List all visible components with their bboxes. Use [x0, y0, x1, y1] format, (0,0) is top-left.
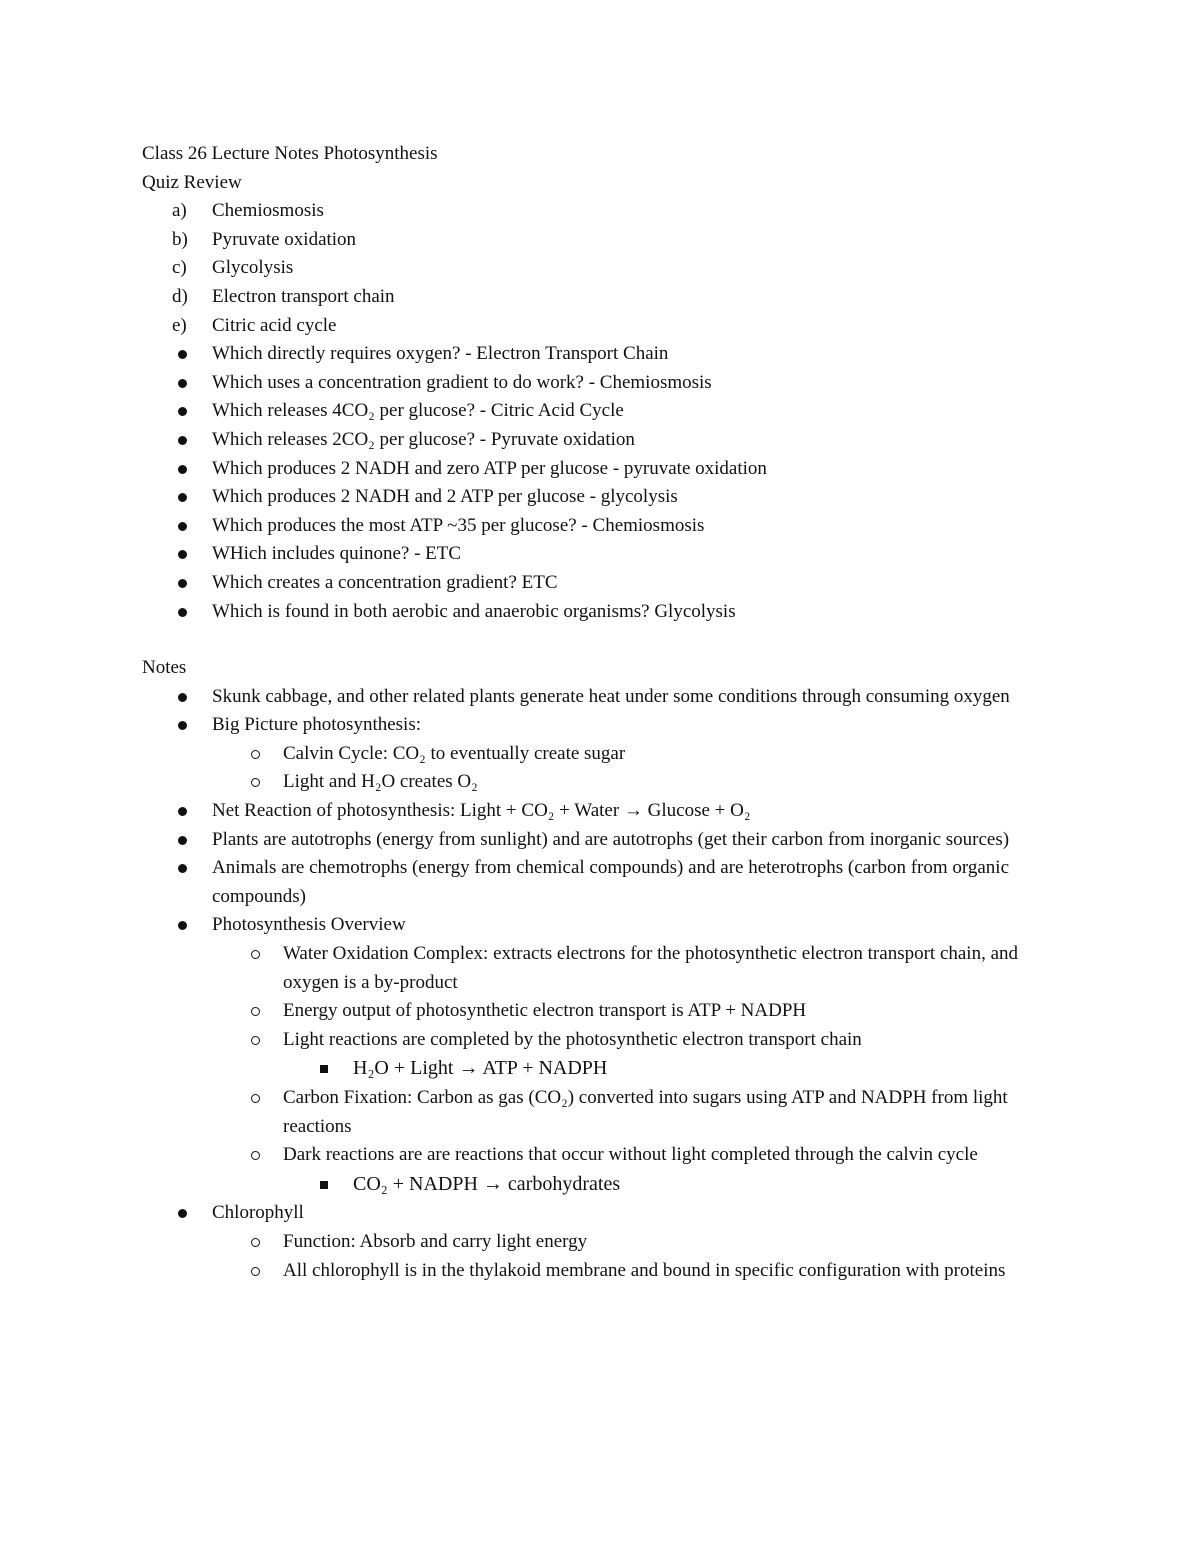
quiz-question: Which uses a concentration gradient to do work? - Chemiosmosis — [142, 369, 1062, 398]
bullet-circle-icon — [251, 1007, 260, 1016]
overview-sublist — [212, 940, 1062, 1199]
bullet-dot-icon — [178, 550, 187, 559]
quiz-option — [142, 197, 1062, 226]
bullet-dot-icon — [178, 407, 187, 416]
quiz-option — [142, 226, 1062, 255]
bullet-circle-icon — [251, 750, 260, 759]
quiz-question: Which creates a concentration gradient? ETC — [142, 569, 1062, 598]
option-letter: a) — [172, 200, 187, 222]
note-item: Skunk cabbage, and other related plants generate heat under some conditions through consuming oxygen — [142, 683, 1062, 712]
option-letter: e) — [172, 314, 187, 336]
sub-note-item: Dark reactions are are reactions that occur without light completed through the calvin cycle CO₂ + NADPH → carbohydrates — [142, 1141, 1062, 1199]
bullet-circle-icon — [251, 1267, 260, 1276]
sub-note-item: Light reactions are completed by the photosynthetic electron transport chain H₂O + Light → ATP + NADPH — [142, 1026, 1062, 1084]
note-item: Net Reaction of photosynthesis: Light + CO₂ + Water → Glucose + O₂ — [142, 797, 1062, 826]
bullet-square-icon — [320, 1181, 328, 1189]
quiz-question: Which is found in both aerobic and anaerobic organisms? Glycolysis — [142, 598, 1062, 627]
quiz-question: Which releases 2CO₂ per glucose? - Pyruvate oxidation — [142, 426, 1062, 455]
bullet-square-icon — [320, 1065, 328, 1073]
quiz-question: Which produces the most ATP ~35 per glucose? - Chemiosmosis — [142, 512, 1062, 541]
option-letter: b) — [172, 228, 188, 250]
option-text: Chemiosmosis — [212, 200, 324, 222]
bullet-dot-icon — [178, 1209, 187, 1218]
light-eq-sublist — [283, 1054, 1062, 1084]
option-text: Electron transport chain — [212, 285, 395, 307]
sub-note-item: All chlorophyll is in the thylakoid membrane and bound in specific configuration with proteins — [142, 1257, 1062, 1286]
bullet-dot-icon — [178, 693, 187, 702]
document-title: Class 26 Lecture Notes Photosynthesis — [142, 143, 438, 164]
bullet-dot-icon — [178, 921, 187, 930]
quiz-questions-list — [142, 340, 1062, 626]
note-item: Photosynthesis Overview Water Oxidation Complex: extracts electrons for the photosynthetic electron transport chain, and oxygen is a by-product Energy output of photosynthetic electron transport is ATP + NADPH Light reactions are completed by the photosynthetic electron transport chain H₂O + Light → ATP + NADPH Carbon Fixation: Carbon as gas (CO₂) converted into sugars using ATP and NADPH from light reactions Dark reactions are are reactions that occur without light completed through the calvin cycle CO₂ + NADPH → carbohydrates — [142, 911, 1062, 1199]
bullet-circle-icon — [251, 950, 260, 959]
dark-eq-sublist — [283, 1170, 1062, 1200]
quiz-heading: Quiz Review — [142, 171, 242, 193]
bullet-circle-icon — [251, 1036, 260, 1045]
bullet-circle-icon — [251, 778, 260, 787]
bullet-dot-icon — [178, 522, 187, 531]
note-item: Big Picture photosynthesis: Calvin Cycle: CO₂ to eventually create sugar Light and H₂O creates O₂ — [142, 711, 1062, 797]
bullet-dot-icon — [178, 493, 187, 502]
quiz-question: Which produces 2 NADH and zero ATP per glucose - pyruvate oxidation — [142, 455, 1062, 484]
bullet-dot-icon — [178, 807, 187, 816]
option-letter: c) — [172, 257, 187, 279]
equation-item — [142, 1170, 1062, 1200]
option-letter: d) — [172, 285, 188, 307]
quiz-question: Which directly requires oxygen? - Electron Transport Chain — [142, 340, 1062, 369]
sub-note-item: Light and H₂O creates O₂ — [142, 768, 1062, 797]
option-text: Citric acid cycle — [212, 314, 337, 336]
quiz-option — [142, 312, 1062, 341]
notes-list — [142, 683, 1062, 1285]
light-reaction-equation: H₂O + Light → ATP + NADPH — [353, 1057, 608, 1080]
section-spacer — [142, 626, 1062, 654]
bullet-dot-icon — [178, 864, 187, 873]
note-item: Animals are chemotrophs (energy from chemical compounds) and are heterotrophs (carbon from organic compounds) — [142, 854, 1062, 911]
bullet-dot-icon — [178, 350, 187, 359]
quiz-options-list — [142, 197, 1062, 340]
quiz-question: Which releases 4CO₂ per glucose? - Citric Acid Cycle — [142, 397, 1062, 426]
document-body — [142, 140, 1062, 1285]
note-item: Chlorophyll Function: Absorb and carry light energy All chlorophyll is in the thylakoid membrane and bound in specific configuration with proteins — [142, 1199, 1062, 1285]
notes-heading: Notes — [142, 657, 187, 679]
bullet-circle-icon — [251, 1238, 260, 1247]
bullet-circle-icon — [251, 1094, 260, 1103]
quiz-option — [142, 283, 1062, 312]
note-item: Plants are autotrophs (energy from sunlight) and are autotrophs (get their carbon from inorganic sources) — [142, 826, 1062, 855]
quiz-option — [142, 254, 1062, 283]
option-text: Glycolysis — [212, 257, 294, 279]
bullet-dot-icon — [178, 721, 187, 730]
option-text: Pyruvate oxidation — [212, 228, 357, 250]
bullet-dot-icon — [178, 465, 187, 474]
quiz-question: WHich includes quinone? - ETC — [142, 540, 1062, 569]
sub-note-item: Carbon Fixation: Carbon as gas (CO₂) converted into sugars using ATP and NADPH from light reactions — [142, 1084, 1062, 1141]
quiz-question: Which produces 2 NADH and 2 ATP per glucose - glycolysis — [142, 483, 1062, 512]
sub-note-item: Calvin Cycle: CO₂ to eventually create sugar — [142, 740, 1062, 769]
bullet-dot-icon — [178, 608, 187, 617]
bullet-dot-icon — [178, 836, 187, 845]
equation-item — [142, 1054, 1062, 1084]
sub-note-item: Water Oxidation Complex: extracts electrons for the photosynthetic electron transport chain, and oxygen is a by-product — [142, 940, 1062, 997]
bullet-dot-icon — [178, 379, 187, 388]
sub-note-item: Function: Absorb and carry light energy — [142, 1228, 1062, 1257]
dark-reaction-equation: CO₂ + NADPH → carbohydrates — [353, 1172, 621, 1195]
sub-note-item: Energy output of photosynthetic electron transport is ATP + NADPH — [142, 997, 1062, 1026]
bullet-dot-icon — [178, 436, 187, 445]
chlorophyll-sublist — [212, 1228, 1062, 1285]
bullet-dot-icon — [178, 579, 187, 588]
bullet-circle-icon — [251, 1151, 260, 1160]
big-picture-sublist — [212, 740, 1062, 797]
